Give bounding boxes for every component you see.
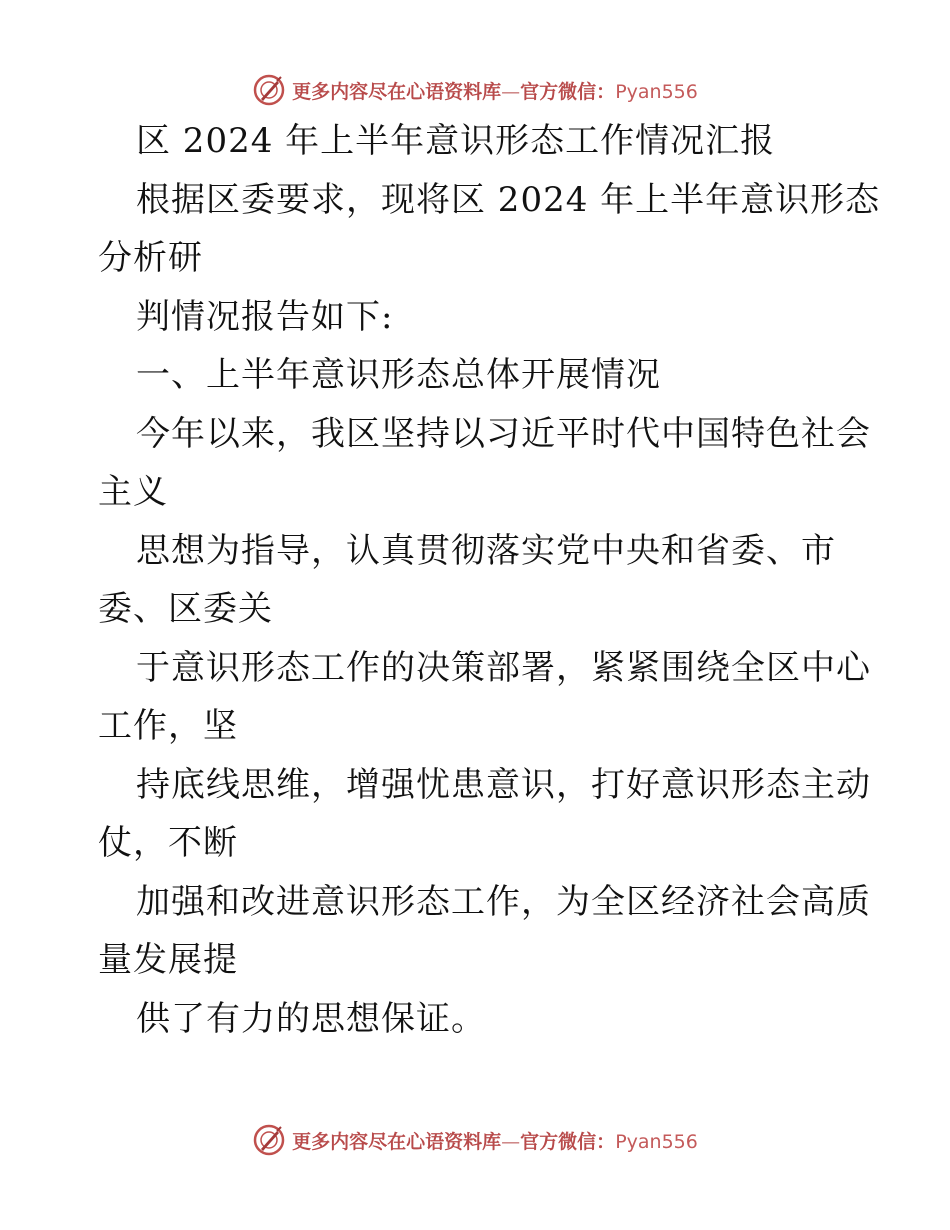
- banner-account-label: 官方微信：: [520, 1130, 616, 1153]
- paragraph-line: 委、区委关: [98, 589, 273, 629]
- pen-seal-icon: [252, 1123, 286, 1157]
- document-title: 区 2024 年上半年意识形态工作情况汇报: [136, 121, 776, 161]
- section-heading: 一、上半年意识形态总体开展情况: [136, 355, 661, 395]
- paragraph-line: 思想为指导，认真贯彻落实党中央和省委、市: [136, 530, 836, 571]
- paragraph-line: 供了有力的思想保证。: [136, 998, 486, 1039]
- document-body: [98, 112, 881, 1048]
- paragraph-line: 主义: [98, 472, 168, 512]
- paragraph-line: 分析研: [98, 238, 203, 278]
- paragraph-line: 仗，不断: [98, 823, 238, 863]
- paragraph-line: 持底线思维，增强忧患意识，打好意识形态主动: [136, 764, 871, 805]
- paragraph-line: 根据区委要求，现将区 2024 年上半年意识形态: [136, 179, 881, 220]
- paragraph-line: 判情况报告如下:: [136, 296, 394, 337]
- banner-main-text: 更多内容尽在心语资料库: [292, 80, 502, 103]
- paragraph-line: 工作，坚: [98, 706, 238, 746]
- banner-text: [292, 1127, 698, 1154]
- banner-account-label: 官方微信：: [520, 80, 616, 103]
- banner-account-id: Pyan556: [615, 80, 698, 103]
- banner-separator: —: [501, 80, 521, 103]
- banner-separator: —: [501, 1130, 521, 1153]
- header-watermark-banner: [0, 70, 950, 110]
- paragraph-line: 今年以来，我区坚持以习近平时代中国特色社会: [136, 413, 871, 454]
- pen-seal-icon: [252, 73, 286, 107]
- paragraph-line: 量发展提: [98, 940, 238, 980]
- banner-main-text: 更多内容尽在心语资料库: [292, 1130, 502, 1153]
- paragraph-line: 加强和改进意识形态工作，为全区经济社会高质: [136, 881, 871, 922]
- banner-account-id: Pyan556: [615, 1130, 698, 1153]
- banner-text: [292, 77, 698, 104]
- footer-watermark-banner: [0, 1120, 950, 1160]
- paragraph-line: 于意识形态工作的决策部署，紧紧围绕全区中心: [136, 647, 871, 688]
